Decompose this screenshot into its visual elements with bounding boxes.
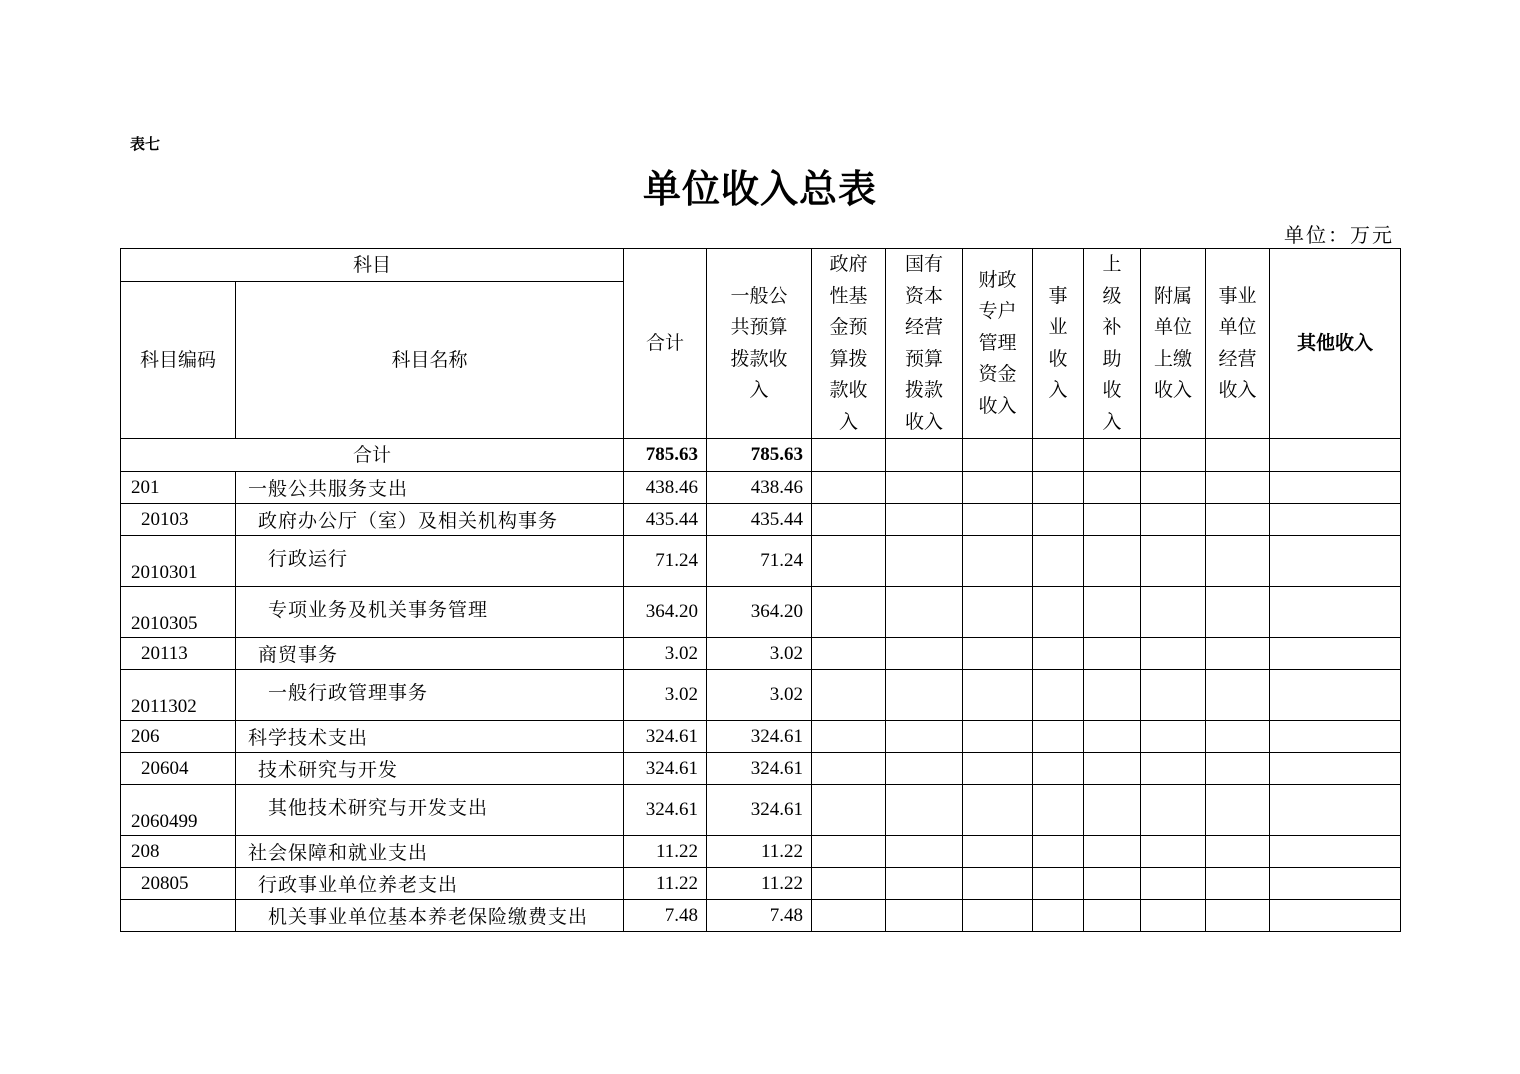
header-fiscal-special-text: 财政专户管理资金收入	[978, 268, 1017, 417]
row-code: 20113	[121, 638, 236, 670]
empty-cell	[1084, 638, 1141, 670]
row-total: 364.20	[624, 587, 707, 638]
row-general: 7.48	[707, 900, 812, 932]
header-total: 合计	[624, 249, 707, 439]
row-general: 435.44	[707, 504, 812, 536]
row-name: 行政事业单位养老支出	[236, 868, 624, 900]
empty-cell	[1141, 587, 1206, 638]
header-affiliated	[1141, 249, 1206, 439]
empty-cell	[886, 670, 963, 721]
empty-cell	[1033, 836, 1084, 868]
empty-cell	[1270, 587, 1401, 638]
empty-cell	[1141, 753, 1206, 785]
empty-cell	[1033, 504, 1084, 536]
empty-cell	[963, 785, 1033, 836]
empty-cell	[1206, 472, 1270, 504]
header-code: 科目编码	[121, 282, 236, 439]
empty-cell	[1270, 753, 1401, 785]
row-name: 行政运行	[236, 536, 624, 587]
header-state-capital-text: 国有资本经营预算拨款收入	[905, 253, 944, 433]
row-general: 324.61	[707, 721, 812, 753]
header-other: 其他收入	[1270, 249, 1401, 439]
empty-cell	[963, 753, 1033, 785]
empty-cell	[1141, 670, 1206, 721]
empty-cell	[812, 753, 886, 785]
empty-cell	[1206, 587, 1270, 638]
row-total: 324.61	[624, 753, 707, 785]
row-name: 机关事业单位基本养老保险缴费支出	[236, 900, 624, 932]
empty-cell	[1033, 753, 1084, 785]
empty-cell	[1084, 439, 1141, 472]
empty-cell	[1206, 721, 1270, 753]
table-row	[121, 670, 1401, 721]
empty-cell	[886, 536, 963, 587]
header-superior-subsidy-text: 上级补助收入	[1102, 253, 1122, 433]
empty-cell	[963, 439, 1033, 472]
row-name: 政府办公厅（室）及相关机构事务	[236, 504, 624, 536]
table-number-label: 表七	[130, 135, 161, 153]
empty-cell	[1084, 536, 1141, 587]
row-name: 一般公共服务支出	[236, 472, 624, 504]
empty-cell	[1206, 536, 1270, 587]
header-affiliated-text: 附属单位上缴收入	[1154, 284, 1193, 401]
empty-cell	[963, 836, 1033, 868]
empty-cell	[1206, 836, 1270, 868]
table-row	[121, 836, 1401, 868]
empty-cell	[812, 670, 886, 721]
empty-cell	[1270, 536, 1401, 587]
empty-cell	[963, 638, 1033, 670]
header-business-operation	[1206, 249, 1270, 439]
empty-cell	[1206, 868, 1270, 900]
table-row	[121, 472, 1401, 504]
total-row-label: 合计	[121, 439, 624, 472]
empty-cell	[1270, 900, 1401, 932]
row-code: 20805	[121, 868, 236, 900]
empty-cell	[1084, 900, 1141, 932]
header-name: 科目名称	[236, 282, 624, 439]
row-general: 364.20	[707, 587, 812, 638]
header-business-text: 事业收入	[1048, 284, 1068, 401]
row-name: 科学技术支出	[236, 721, 624, 753]
header-row-1	[121, 249, 1401, 282]
empty-cell	[1033, 721, 1084, 753]
row-total: 3.02	[624, 670, 707, 721]
table-row	[121, 504, 1401, 536]
empty-cell	[963, 536, 1033, 587]
empty-cell	[886, 868, 963, 900]
empty-cell	[1141, 536, 1206, 587]
empty-cell	[963, 587, 1033, 638]
empty-cell	[1206, 753, 1270, 785]
empty-cell	[963, 504, 1033, 536]
header-superior-subsidy	[1084, 249, 1141, 439]
empty-cell	[1141, 836, 1206, 868]
row-general: 11.22	[707, 868, 812, 900]
empty-cell	[963, 472, 1033, 504]
empty-cell	[963, 900, 1033, 932]
table-row	[121, 536, 1401, 587]
empty-cell	[963, 670, 1033, 721]
empty-cell	[812, 472, 886, 504]
empty-cell	[1033, 638, 1084, 670]
empty-cell	[1206, 785, 1270, 836]
row-name: 社会保障和就业支出	[236, 836, 624, 868]
row-name: 一般行政管理事务	[236, 670, 624, 721]
empty-cell	[886, 836, 963, 868]
empty-cell	[1084, 472, 1141, 504]
row-general: 3.02	[707, 638, 812, 670]
row-total: 324.61	[624, 785, 707, 836]
empty-cell	[886, 439, 963, 472]
row-name: 技术研究与开发	[236, 753, 624, 785]
row-general: 71.24	[707, 536, 812, 587]
empty-cell	[886, 900, 963, 932]
empty-cell	[886, 638, 963, 670]
empty-cell	[1084, 670, 1141, 721]
empty-cell	[1270, 504, 1401, 536]
row-total: 3.02	[624, 638, 707, 670]
empty-cell	[1141, 900, 1206, 932]
row-general: 11.22	[707, 836, 812, 868]
total-row-total: 785.63	[624, 439, 707, 472]
empty-cell	[886, 785, 963, 836]
total-row	[121, 439, 1401, 472]
row-general: 438.46	[707, 472, 812, 504]
row-code: 2010305	[121, 587, 236, 638]
row-total: 11.22	[624, 836, 707, 868]
empty-cell	[1270, 638, 1401, 670]
empty-cell	[1141, 439, 1206, 472]
empty-cell	[1033, 785, 1084, 836]
empty-cell	[1084, 721, 1141, 753]
empty-cell	[886, 587, 963, 638]
empty-cell	[1084, 836, 1141, 868]
empty-cell	[1141, 504, 1206, 536]
header-state-capital	[886, 249, 963, 439]
page-title: 单位收入总表	[642, 166, 877, 211]
table-row	[121, 753, 1401, 785]
unit-label: 单位：万元	[1284, 223, 1394, 247]
empty-cell	[812, 504, 886, 536]
empty-cell	[1141, 785, 1206, 836]
total-row-general: 785.63	[707, 439, 812, 472]
row-code: 2010301	[121, 536, 236, 587]
empty-cell	[963, 721, 1033, 753]
row-code: 2011302	[121, 670, 236, 721]
row-name: 商贸事务	[236, 638, 624, 670]
empty-cell	[1141, 472, 1206, 504]
row-code: 208	[121, 836, 236, 868]
header-gov-fund	[812, 249, 886, 439]
empty-cell	[1270, 472, 1401, 504]
empty-cell	[886, 472, 963, 504]
empty-cell	[812, 785, 886, 836]
empty-cell	[812, 587, 886, 638]
empty-cell	[812, 836, 886, 868]
row-general: 3.02	[707, 670, 812, 721]
table-row	[121, 785, 1401, 836]
header-business	[1033, 249, 1084, 439]
row-code: 201	[121, 472, 236, 504]
empty-cell	[1206, 439, 1270, 472]
header-general-budget	[707, 249, 812, 439]
row-code: 20604	[121, 753, 236, 785]
row-code: 206	[121, 721, 236, 753]
row-name: 其他技术研究与开发支出	[236, 785, 624, 836]
empty-cell	[812, 900, 886, 932]
empty-cell	[1033, 472, 1084, 504]
empty-cell	[886, 721, 963, 753]
empty-cell	[1270, 439, 1401, 472]
empty-cell	[1084, 868, 1141, 900]
empty-cell	[1033, 439, 1084, 472]
header-subject: 科目	[121, 249, 624, 282]
empty-cell	[1033, 868, 1084, 900]
empty-cell	[812, 721, 886, 753]
header-fiscal-special	[963, 249, 1033, 439]
header-business-operation-text: 事业单位经营收入	[1218, 284, 1257, 401]
row-code: 2060499	[121, 785, 236, 836]
empty-cell	[1270, 785, 1401, 836]
row-name: 专项业务及机关事务管理	[236, 587, 624, 638]
income-summary-table	[120, 248, 1401, 932]
table-row	[121, 721, 1401, 753]
empty-cell	[1033, 536, 1084, 587]
table-row	[121, 868, 1401, 900]
empty-cell	[812, 439, 886, 472]
empty-cell	[1141, 638, 1206, 670]
empty-cell	[1084, 504, 1141, 536]
empty-cell	[1084, 587, 1141, 638]
empty-cell	[1206, 900, 1270, 932]
empty-cell	[886, 753, 963, 785]
empty-cell	[1033, 670, 1084, 721]
row-general: 324.61	[707, 753, 812, 785]
empty-cell	[1084, 753, 1141, 785]
empty-cell	[1206, 670, 1270, 721]
empty-cell	[1270, 868, 1401, 900]
row-total: 324.61	[624, 721, 707, 753]
row-code	[121, 900, 236, 932]
row-total: 435.44	[624, 504, 707, 536]
row-total: 7.48	[624, 900, 707, 932]
header-gov-fund-text: 政府性基金预算拨款收入	[829, 253, 868, 433]
empty-cell	[1141, 721, 1206, 753]
empty-cell	[1033, 587, 1084, 638]
empty-cell	[1206, 504, 1270, 536]
row-total: 71.24	[624, 536, 707, 587]
table-row	[121, 900, 1401, 932]
empty-cell	[812, 868, 886, 900]
row-total: 438.46	[624, 472, 707, 504]
header-general-budget-text: 一般公共预算拨款收入	[730, 284, 788, 401]
row-general: 324.61	[707, 785, 812, 836]
empty-cell	[812, 536, 886, 587]
empty-cell	[1270, 670, 1401, 721]
empty-cell	[1206, 638, 1270, 670]
empty-cell	[1084, 785, 1141, 836]
empty-cell	[886, 504, 963, 536]
empty-cell	[1141, 868, 1206, 900]
table-row	[121, 638, 1401, 670]
empty-cell	[1270, 836, 1401, 868]
empty-cell	[1270, 721, 1401, 753]
row-total: 11.22	[624, 868, 707, 900]
empty-cell	[812, 638, 886, 670]
table-row	[121, 587, 1401, 638]
empty-cell	[1033, 900, 1084, 932]
row-code: 20103	[121, 504, 236, 536]
empty-cell	[963, 868, 1033, 900]
